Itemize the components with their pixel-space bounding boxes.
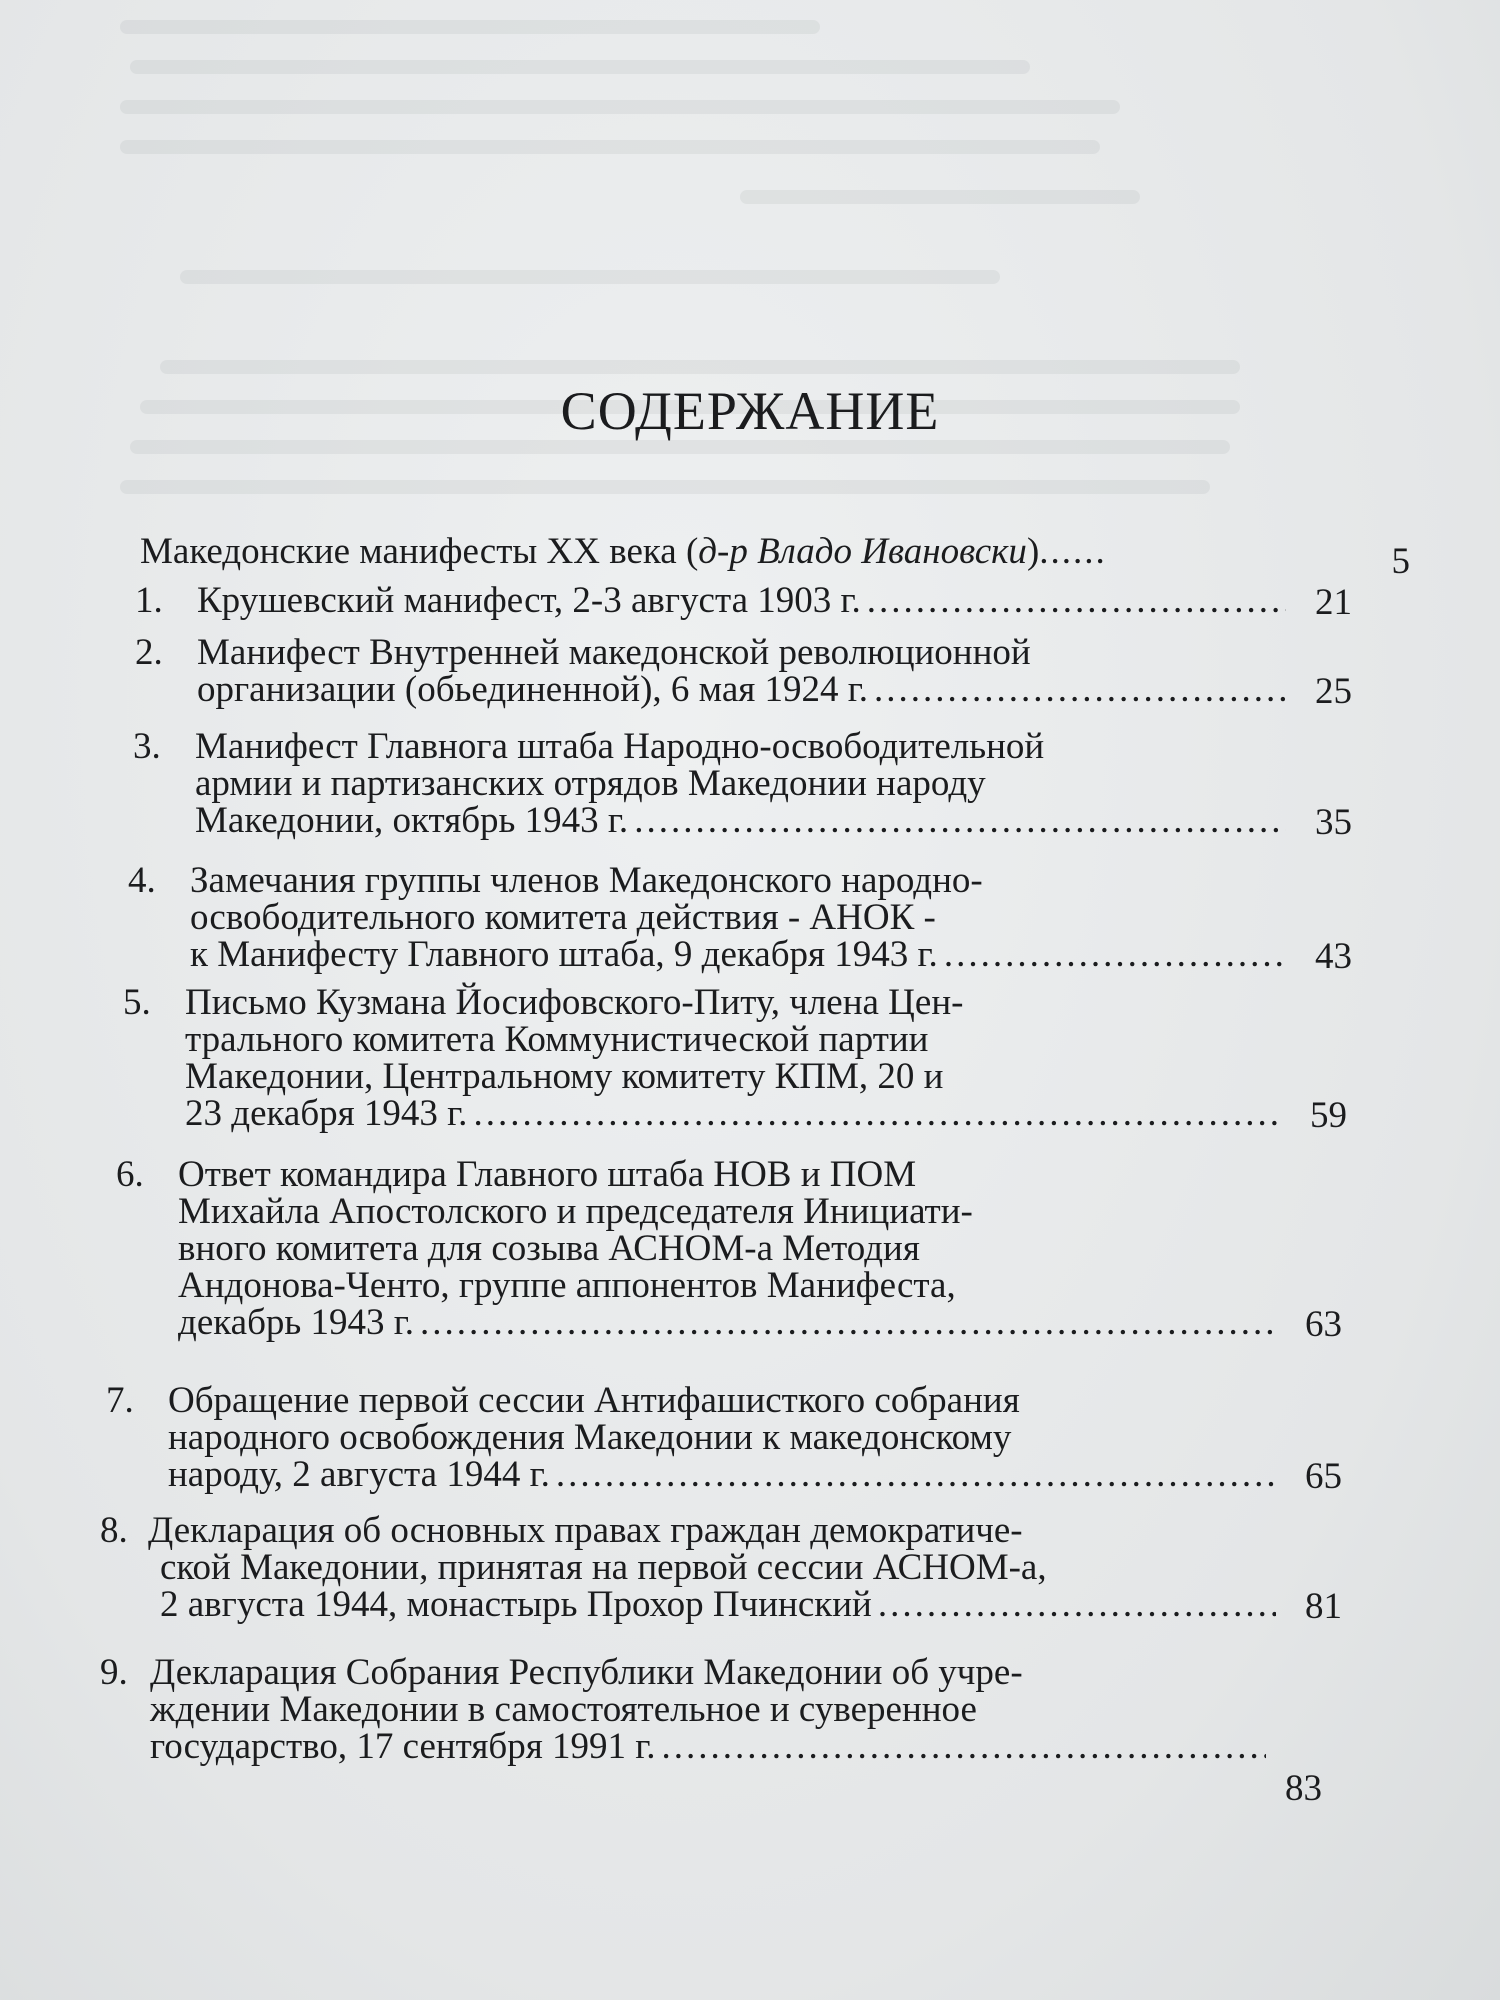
entry-title-line: к Манифесту Главного штаба, 9 декабря 1943 г.: [190, 934, 938, 975]
entry-number: 5.: [123, 982, 151, 1023]
entry-title-line: Замечания группы членов Македонского народно-: [190, 860, 983, 901]
leader-dots: [420, 1304, 1276, 1341]
entry-number: 2.: [135, 632, 163, 673]
toc-entry-2[interactable]: [135, 632, 1352, 712]
intro-page-number: 5: [1391, 541, 1410, 582]
entry-title-line: Андонова-Ченто, группе аппонентов Манифеста,: [178, 1265, 956, 1306]
entry-number: 7.: [106, 1380, 134, 1421]
entry-number: 9.: [100, 1652, 128, 1693]
leader-dots: [634, 802, 1286, 839]
entry-title-line: 23 декабря 1943 г.: [185, 1093, 468, 1134]
entry-title-line: декабрь 1943 г.: [178, 1302, 415, 1343]
intro-title: Македонские манифесты XX века (: [140, 531, 699, 572]
entry-title-line: Письмо Кузмана Йосифовского-Питу, члена Цен-: [185, 982, 964, 1023]
leader-dots: [944, 936, 1286, 973]
entry-page-number: 65: [1305, 1456, 1342, 1497]
entry-page-number: 59: [1310, 1095, 1347, 1136]
entry-number: 8.: [100, 1510, 128, 1551]
leader-dots: [878, 1586, 1276, 1623]
entry-page-number: 81: [1305, 1586, 1342, 1627]
toc-entry-3[interactable]: [133, 726, 1352, 843]
entry-title-line: народу, 2 августа 1944 г.: [168, 1454, 550, 1495]
toc-entry-7[interactable]: [106, 1380, 1342, 1497]
entry-title-line: народного освобождения Македонии к македонскому: [168, 1417, 1012, 1458]
toc-entry-5[interactable]: [123, 982, 1347, 1136]
leader-dots: [867, 582, 1286, 619]
show-through-text: [120, 0, 1320, 1000]
entry-title-line: освободительного комитета действия - АНОК -: [190, 897, 936, 938]
entry-title-line: Крушевский манифест, 2-3 августа 1903 г.: [197, 580, 861, 621]
entry-title-line: Михайла Апостолского и председателя Инициати-: [178, 1191, 973, 1232]
intro-leader-dots: ......: [1039, 531, 1107, 572]
toc-entry-8[interactable]: [100, 1510, 1342, 1627]
toc-entry-4[interactable]: [128, 860, 1352, 977]
toc-entry-1[interactable]: [135, 580, 1352, 623]
entry-title-line: армии и партизанских отрядов Македонии народу: [195, 763, 986, 804]
entry-page-number: 83: [1285, 1768, 1322, 1809]
entry-title-line: Манифест Главнога штаба Народно-освободительной: [195, 726, 1045, 767]
leader-dots: [473, 1095, 1281, 1132]
intro-close: ): [1026, 531, 1040, 572]
entry-title-line: Декларация Собрания Республики Македонии об учре-: [150, 1652, 1023, 1693]
entry-title-line: Ответ командира Главного штаба НОВ и ПОМ: [178, 1154, 917, 1195]
toc-entry-6[interactable]: [116, 1154, 1342, 1345]
entry-number: 3.: [133, 726, 161, 767]
entry-title-line: Македонии, октябрь 1943 г.: [195, 800, 629, 841]
entry-page-number: 35: [1315, 802, 1352, 843]
page-title: СОДЕРЖАНИЕ: [560, 381, 940, 441]
entry-title-line: вного комитета для созыва АСНОМ-а Методия: [178, 1228, 920, 1269]
entry-title-line: ждении Македонии в самостоятельное и суверенное: [150, 1689, 977, 1730]
entry-title-line: Обращение первой сессии Антифашисткого собрания: [168, 1380, 1020, 1421]
entry-title-line: 2 августа 1944, монастырь Прохор Пчинский: [160, 1584, 872, 1625]
entry-page-number: 21: [1315, 582, 1352, 623]
leader-dots: [661, 1728, 1266, 1765]
entry-title-line: Декларация об основных правах граждан демократиче-: [148, 1510, 1023, 1551]
entry-page-number: 25: [1315, 671, 1352, 712]
entry-number: 6.: [116, 1154, 144, 1195]
entry-number: 4.: [128, 860, 156, 901]
entry-title-line: организации (обьединенной), 6 мая 1924 г.: [197, 669, 869, 710]
entry-title-line: Манифест Внутренней македонской революционной: [197, 632, 1031, 673]
entry-title-line: Македонии, Центральному комитету КПМ, 20 и: [185, 1056, 944, 1097]
entry-title-line: государство, 17 сентября 1991 г.: [150, 1726, 656, 1767]
leader-dots: [874, 671, 1286, 708]
toc-intro-entry[interactable]: [140, 531, 1410, 582]
leader-dots: [556, 1456, 1276, 1493]
entry-title-line: ской Македонии, принятая на первой сессии АСНОМ-а,: [160, 1547, 1047, 1588]
entry-number: 1.: [135, 580, 163, 621]
toc-entry-9[interactable]: [100, 1652, 1322, 1809]
entry-page-number: 43: [1315, 936, 1352, 977]
entry-page-number: 63: [1305, 1304, 1342, 1345]
intro-author: д-р Владо Ивановски: [698, 531, 1027, 572]
entry-title-line: трального комитета Коммунистической партии: [185, 1019, 929, 1060]
